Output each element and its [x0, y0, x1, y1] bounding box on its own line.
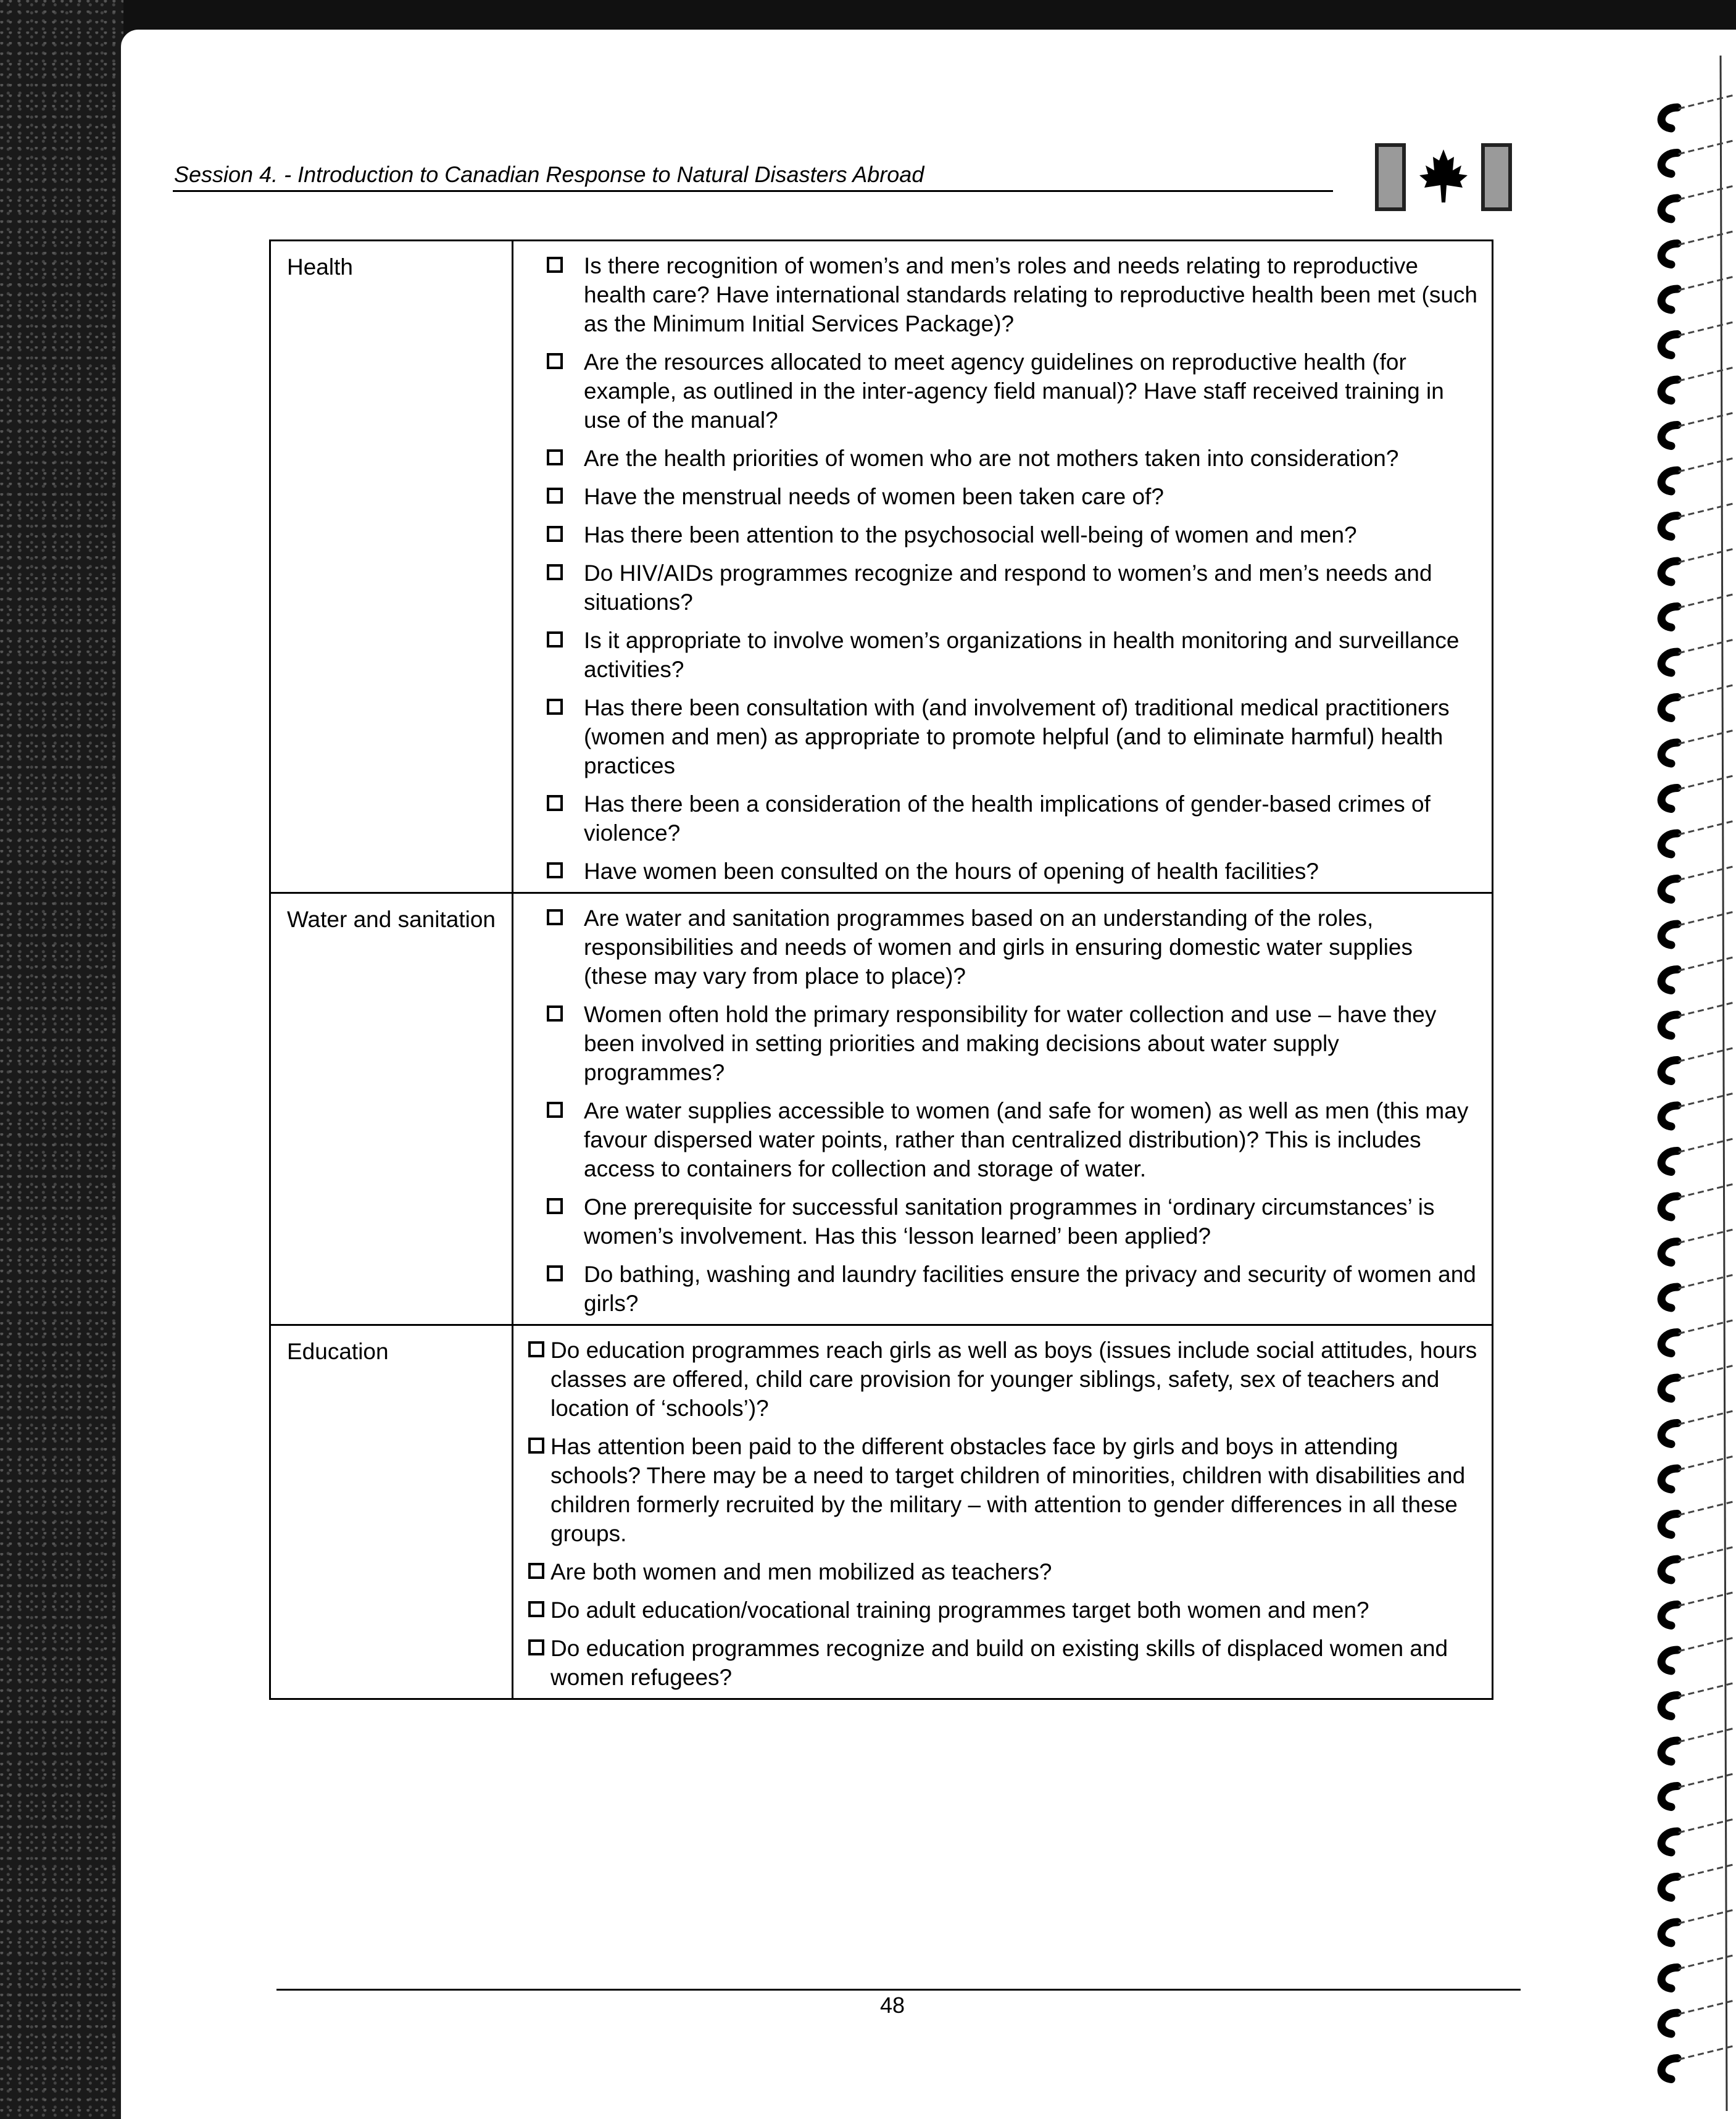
- checkbox-icon[interactable]: [547, 488, 563, 504]
- list-item: [528, 904, 1479, 991]
- dark-background: [0, 0, 123, 2119]
- list-item-text: Are both women and men mobilized as teachers?: [550, 1559, 1052, 1584]
- list-item: [528, 482, 1479, 511]
- list-item: [528, 520, 1479, 549]
- page-number: 48: [880, 1992, 905, 2018]
- checkbox-icon[interactable]: [547, 795, 563, 811]
- list-item: [528, 348, 1479, 435]
- table-row: [270, 241, 1493, 893]
- checkbox-icon[interactable]: [547, 353, 563, 369]
- checkbox-icon[interactable]: [547, 699, 563, 715]
- list-item-text: Are water and sanitation programmes based on an understanding of the roles, responsibilities and needs of women and girls in ensuring domestic water supplies (these may vary from place to place)?: [584, 905, 1413, 989]
- checkbox-icon[interactable]: [547, 1265, 563, 1281]
- list-item: [528, 1596, 1479, 1625]
- spiral-ring: [1661, 322, 1734, 356]
- list-item-text: Is it appropriate to involve women’s organizations in health monitoring and surveillance activities?: [584, 628, 1460, 682]
- page-header-title: Session 4. - Introduction to Canadian Response to Natural Disasters Abroad: [174, 162, 924, 187]
- gender-checklist-table: [269, 239, 1493, 1700]
- list-item-text: Do education programmes recognize and build on existing skills of displaced women and women refugees?: [550, 1636, 1448, 1690]
- footer-rule: [276, 1989, 1521, 1991]
- list-item: [528, 559, 1479, 617]
- list-item-text: Are water supplies accessible to women (and safe for women) as well as men (this may favour dispersed water points, rather than centralized distribution)? This is includes access to containers for collection and storage of water.: [584, 1098, 1469, 1181]
- spiral-ring: [1661, 1683, 1734, 1717]
- header-rule: [173, 190, 1333, 192]
- list-item: [528, 1096, 1479, 1183]
- spiral-ring: [1661, 1456, 1734, 1489]
- table-row: [270, 1325, 1493, 1699]
- row-topic: Health: [270, 241, 513, 893]
- spiral-ring: [1661, 141, 1734, 174]
- spiral-ring: [1661, 1547, 1734, 1580]
- spiral-ring: [1661, 458, 1734, 491]
- list-item-text: Has there been a consideration of the health implications of gender-based crimes of violence?: [584, 791, 1431, 846]
- spiral-ring: [1661, 549, 1734, 582]
- spiral-ring: [1661, 1910, 1734, 1943]
- spiral-ring: [1661, 1411, 1734, 1444]
- list-item-text: Have women been consulted on the hours of opening of health facilities?: [584, 859, 1319, 884]
- list-item: [528, 251, 1479, 338]
- list-item: [528, 1336, 1479, 1423]
- list-item-text: Women often hold the primary responsibility for water collection and use – have they been involved in setting priorities and making decisions about water supply programmes?: [584, 1002, 1437, 1085]
- list-item: [528, 626, 1479, 684]
- checkbox-icon[interactable]: [528, 1601, 544, 1617]
- list-item: [528, 1193, 1479, 1251]
- list-item-text: Has there been attention to the psychosocial well-being of women and men?: [584, 522, 1357, 547]
- list-item-text: One prerequisite for successful sanitation programmes in ‘ordinary circumstances’ is women’s involvement. Has this ‘lesson learned’ been applied?: [584, 1194, 1435, 1249]
- spiral-ring: [1661, 1365, 1734, 1399]
- list-item: [528, 1557, 1479, 1586]
- table-row: [270, 893, 1493, 1325]
- spiral-binding: [1642, 56, 1736, 2111]
- checkbox-icon[interactable]: [547, 526, 563, 542]
- list-item-text: Do education programmes reach girls as well as boys (issues include social attitudes, hours classes are offered, child care provision for younger siblings, safety, sex of teachers and location of ‘schools’)?: [550, 1338, 1477, 1421]
- checkbox-icon[interactable]: [528, 1341, 544, 1357]
- spiral-ring: [1661, 367, 1734, 401]
- list-item-text: Has there been consultation with (and involvement of) traditional medical practitioners (women and men) as appropriate to promote helpful (and to eliminate harmful) health practices: [584, 695, 1450, 778]
- spiral-ring: [1661, 95, 1734, 128]
- spiral-ring: [1661, 277, 1734, 310]
- row-checklist: [513, 893, 1493, 1325]
- spiral-ring: [1661, 1728, 1734, 1762]
- checkbox-icon[interactable]: [547, 1198, 563, 1214]
- checkbox-icon[interactable]: [528, 1438, 544, 1454]
- checkbox-icon[interactable]: [547, 1102, 563, 1118]
- checkbox-icon[interactable]: [547, 862, 563, 878]
- spiral-ring: [1661, 1320, 1734, 1354]
- spiral-ring: [1661, 1774, 1734, 1807]
- spiral-ring: [1661, 1819, 1734, 1852]
- list-item: [528, 1634, 1479, 1692]
- list-item-text: Do adult education/vocational training programmes target both women and men?: [550, 1597, 1369, 1623]
- list-item-text: Has attention been paid to the different obstacles face by girls and boys in attending schools? There may be a need to target children of minorities, children with disabilities and children formerly recruited by the military – with attention to gender differences in all these groups.: [550, 1434, 1466, 1546]
- spiral-ring: [1661, 1955, 1734, 1989]
- spiral-ring: [1661, 1502, 1734, 1535]
- list-item: [528, 1432, 1479, 1548]
- checkbox-icon[interactable]: [528, 1563, 544, 1579]
- spiral-ring: [1661, 2000, 1734, 2034]
- checkbox-icon[interactable]: [547, 257, 563, 273]
- checkbox-icon[interactable]: [547, 449, 563, 465]
- row-topic: Water and sanitation: [270, 893, 513, 1325]
- spiral-ring: [1661, 1592, 1734, 1626]
- spiral-ring: [1661, 186, 1734, 219]
- list-item-text: Are the health priorities of women who are not mothers taken into consideration?: [584, 446, 1399, 471]
- spiral-ring: [1661, 2046, 1734, 2079]
- list-item: [528, 693, 1479, 780]
- checkbox-icon[interactable]: [528, 1639, 544, 1655]
- list-item-text: Is there recognition of women’s and men’s roles and needs relating to reproductive health care? Have international standards relating to reproductive health been met (such as the Minimum Initial Services Package)?: [584, 253, 1477, 336]
- checkbox-icon[interactable]: [547, 1005, 563, 1022]
- list-item: [528, 789, 1479, 847]
- list-item: [528, 444, 1479, 473]
- spiral-ring: [1661, 1275, 1734, 1308]
- row-checklist: [513, 241, 1493, 893]
- spiral-ring: [1661, 594, 1734, 628]
- checkbox-icon[interactable]: [547, 909, 563, 925]
- list-item: [528, 1000, 1479, 1087]
- list-item-text: Have the menstrual needs of women been taken care of?: [584, 484, 1164, 509]
- spiral-ring: [1661, 1638, 1734, 1671]
- spiral-ring: [1661, 504, 1734, 537]
- list-item-text: Are the resources allocated to meet agency guidelines on reproductive health (for example, as outlined in the inter-agency field manual)? Have staff received training in use of the manual?: [584, 349, 1444, 433]
- spiral-ring: [1661, 231, 1734, 265]
- list-item-text: Do bathing, washing and laundry facilities ensure the privacy and security of women and girls?: [584, 1262, 1476, 1316]
- canadian-flag-icon: [1375, 143, 1512, 211]
- list-item: [528, 1260, 1479, 1318]
- list-item: [528, 857, 1479, 886]
- spiral-ring: [1661, 1865, 1734, 1898]
- checkbox-icon[interactable]: [547, 631, 563, 647]
- spiral-ring: [1661, 413, 1734, 446]
- row-topic: Education: [270, 1325, 513, 1699]
- row-checklist: [513, 1325, 1493, 1699]
- checkbox-icon[interactable]: [547, 564, 563, 580]
- list-item-text: Do HIV/AIDs programmes recognize and respond to women’s and men’s needs and situations?: [584, 560, 1432, 615]
